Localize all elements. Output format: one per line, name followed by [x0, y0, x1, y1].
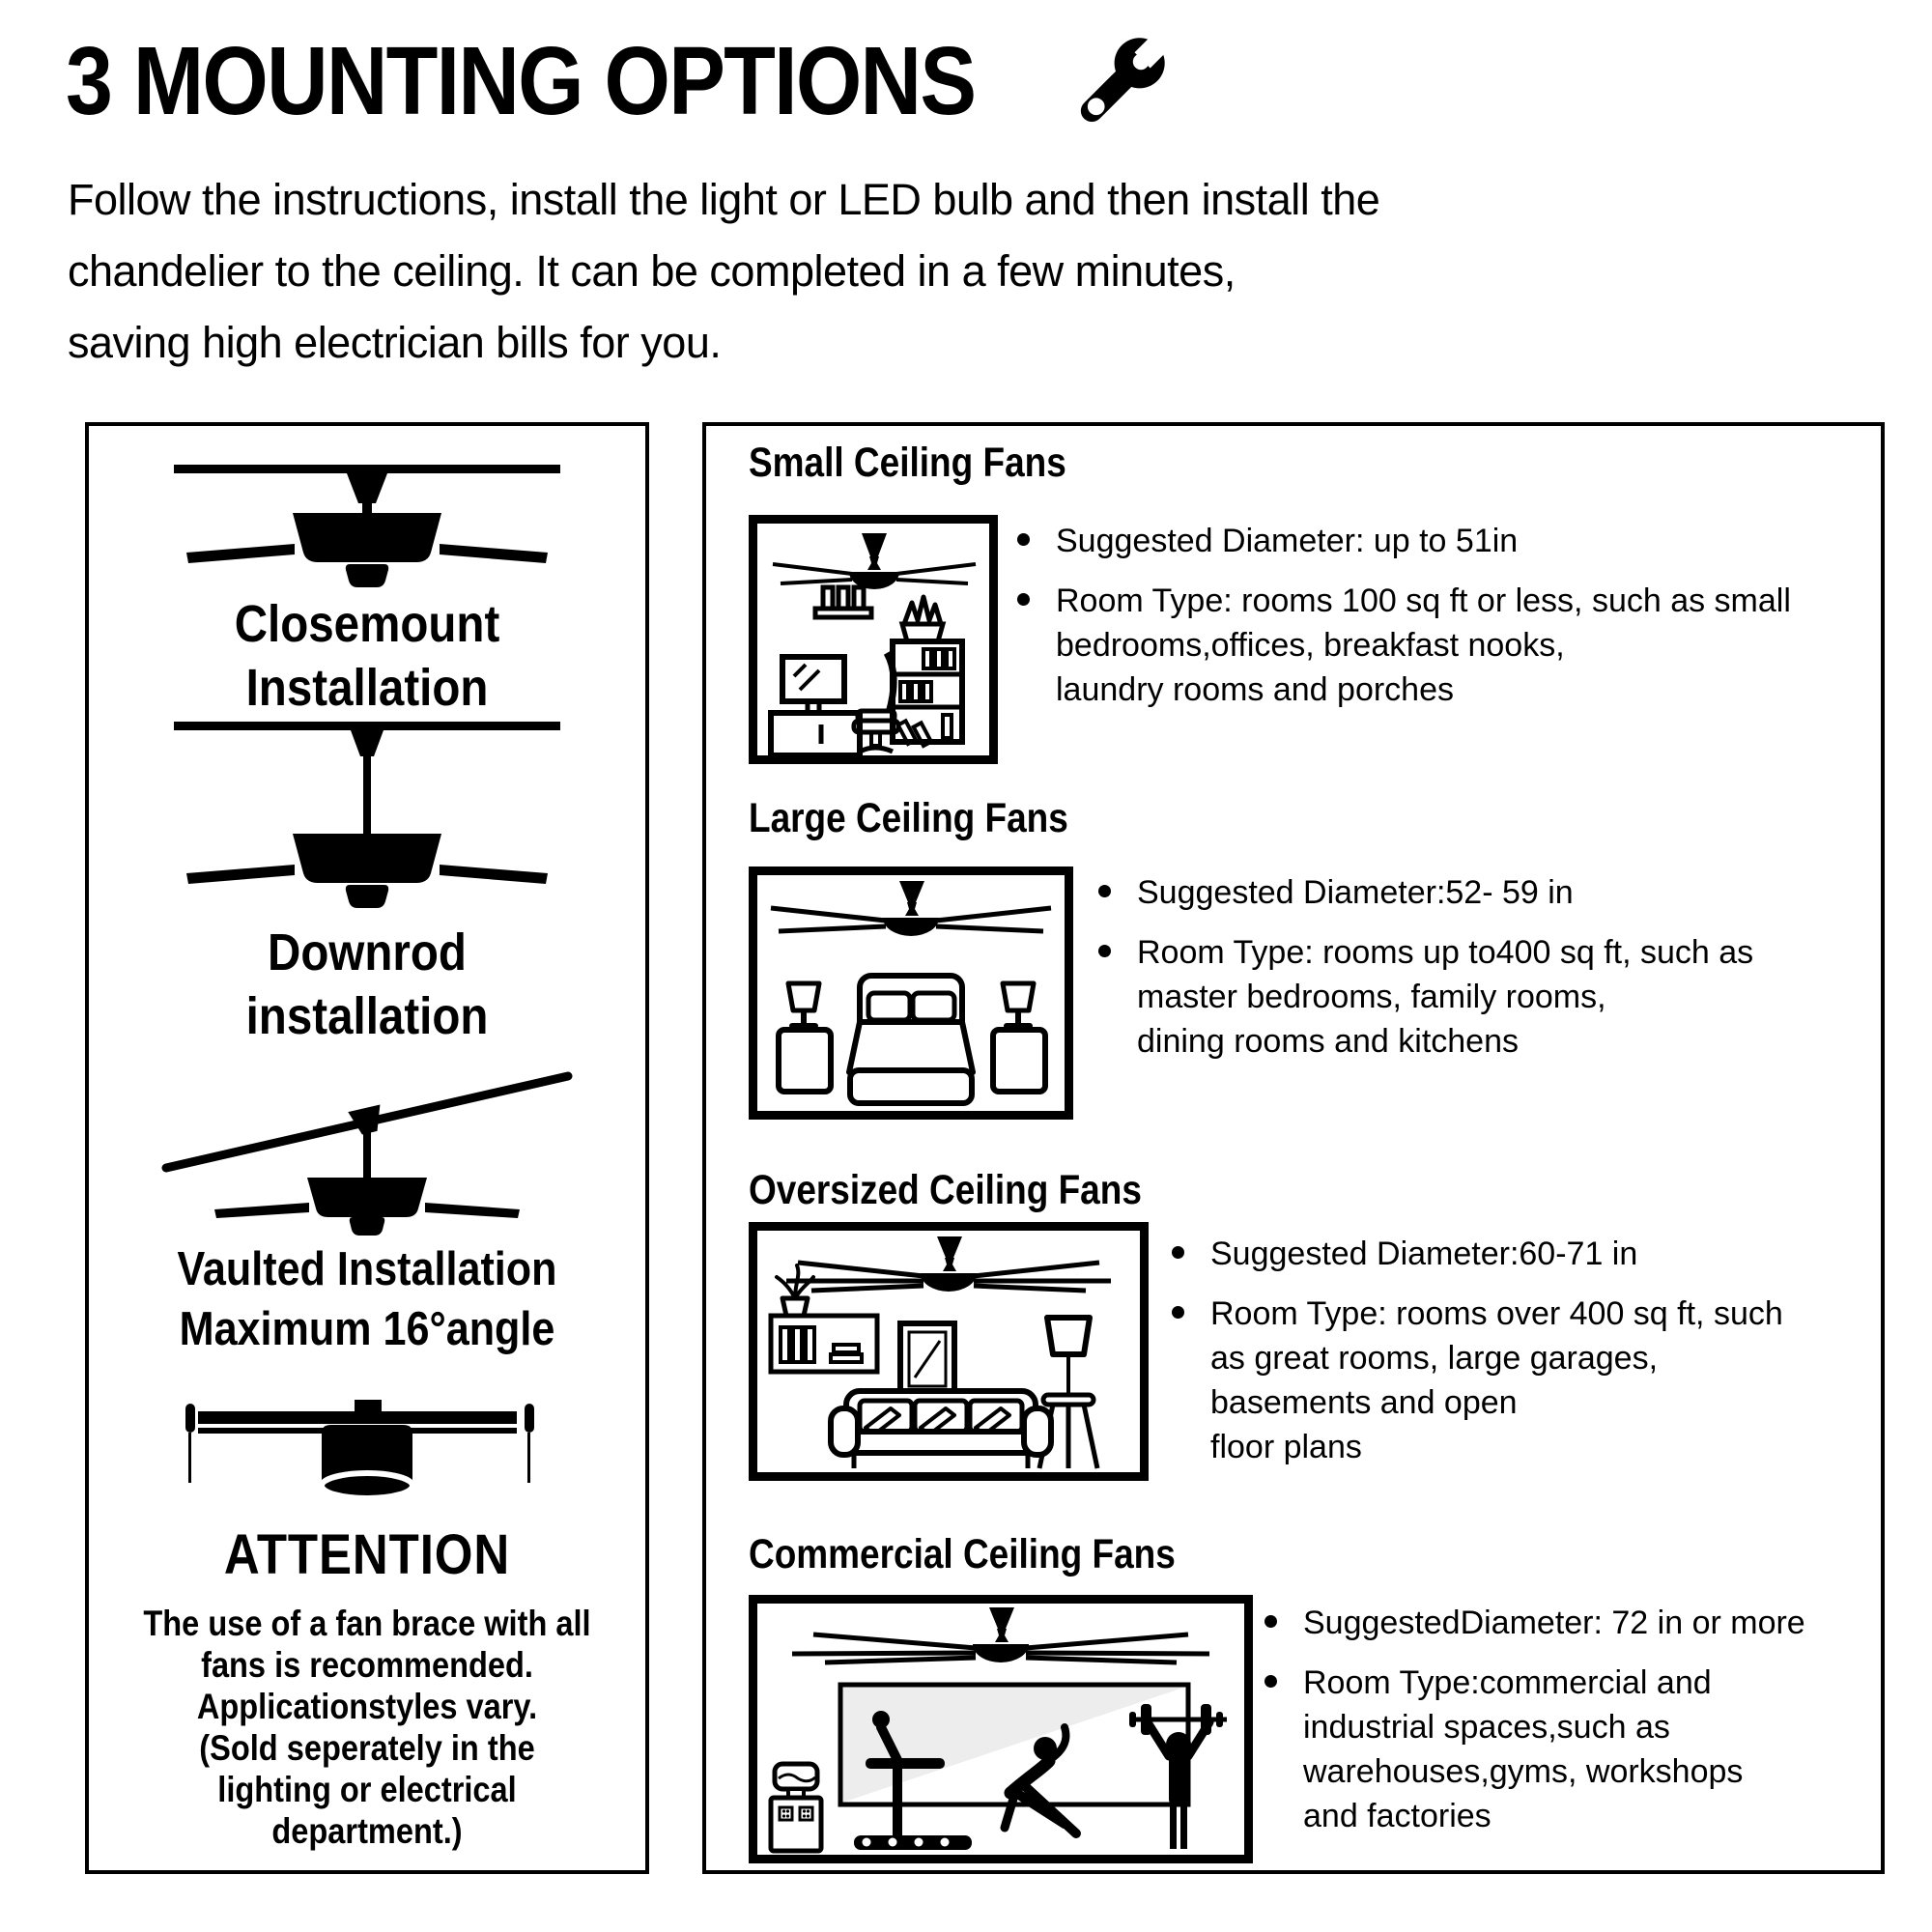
bullet-dot: [1017, 533, 1030, 546]
bullet-dot: [1172, 1306, 1184, 1319]
intro-line: Follow the instructions, install the light or LED bulb and then install the: [68, 175, 1380, 224]
attention-line: (Sold seperately in the: [199, 1728, 535, 1768]
intro-line: chandelier to the ceiling. It can be completed in a few minutes,: [68, 246, 1236, 296]
bullet-item: SuggestedDiameter: 72 in or more: [1264, 1601, 1805, 1645]
intro-paragraph: [68, 164, 1379, 379]
attention-line: fans is recommended.: [201, 1645, 533, 1685]
commercial-fans-bullets: [1264, 1601, 1805, 1838]
wrench-icon: [1061, 21, 1181, 142]
attention-line: lighting or electrical: [217, 1770, 517, 1809]
fan-sizes-panel: [702, 422, 1885, 1874]
downrod-label: [89, 921, 645, 1048]
section-heading-commercial: Commercial Ceiling Fans: [749, 1531, 1176, 1577]
vaulted-label-line: Vaulted Installation: [177, 1243, 557, 1295]
attention-line: Applicationstyles vary.: [196, 1687, 538, 1726]
page-title-text: 3 MOUNTING OPTIONS: [66, 27, 976, 135]
downrod-fan-icon: [159, 716, 575, 914]
bullet-item: Room Type:commercial and industrial spaces,such as warehouses,gyms, workshops and factories: [1264, 1661, 1805, 1838]
office-room-illustration: [749, 515, 998, 764]
bullet-dot: [1098, 885, 1111, 897]
closemount-fan-icon: [159, 459, 575, 594]
vaulted-label-line: Maximum 16°angle: [179, 1303, 555, 1355]
section-heading-small: Small Ceiling Fans: [749, 440, 1066, 486]
attention-line: department.): [271, 1811, 463, 1851]
intro-line: saving high electrician bills for you.: [68, 318, 722, 367]
mounting-options-panel: [85, 422, 649, 1874]
bullet-item: Room Type: rooms 100 sq ft or less, such as small bedrooms,offices, breakfast nooks, laundry rooms and porches: [1017, 579, 1791, 712]
downrod-label-line: installation: [245, 987, 489, 1045]
bullet-item: Suggested Diameter:52- 59 in: [1098, 870, 1753, 915]
closemount-label-line: Closemount: [234, 595, 500, 653]
attention-text: [89, 1603, 645, 1852]
small-fans-bullets: [1017, 519, 1791, 712]
vaulted-fan-icon: [155, 1052, 580, 1236]
downrod-label-line: Downrod: [268, 923, 467, 981]
fan-brace-icon: [159, 1392, 575, 1513]
bullet-dot: [1264, 1615, 1277, 1628]
closemount-label: [89, 592, 645, 720]
bullet-dot: [1264, 1675, 1277, 1688]
page-title: [66, 21, 1181, 142]
section-heading-oversized: Oversized Ceiling Fans: [749, 1167, 1142, 1213]
vaulted-label: [89, 1239, 645, 1359]
bedroom-illustration: [749, 867, 1073, 1120]
large-fans-bullets: [1098, 870, 1753, 1064]
bullet-item: Room Type: rooms up to400 sq ft, such as master bedrooms, family rooms, dining rooms and kitchens: [1098, 930, 1753, 1064]
closemount-label-line: Installation: [245, 659, 489, 717]
bullet-item: Suggested Diameter: up to 51in: [1017, 519, 1791, 563]
bullet-dot: [1172, 1246, 1184, 1259]
oversized-fans-bullets: [1172, 1232, 1783, 1469]
gym-illustration: [749, 1595, 1253, 1863]
section-heading-large: Large Ceiling Fans: [749, 795, 1068, 841]
bullet-dot: [1098, 945, 1111, 957]
attention-heading: ATTENTION: [223, 1523, 511, 1586]
bullet-item: Suggested Diameter:60-71 in: [1172, 1232, 1783, 1276]
bullet-item: Room Type: rooms over 400 sq ft, such as great rooms, large garages, basements and open floor plans: [1172, 1292, 1783, 1469]
attention-line: The use of a fan brace with all: [143, 1604, 591, 1643]
living-room-illustration: [749, 1222, 1149, 1481]
bullet-dot: [1017, 593, 1030, 606]
